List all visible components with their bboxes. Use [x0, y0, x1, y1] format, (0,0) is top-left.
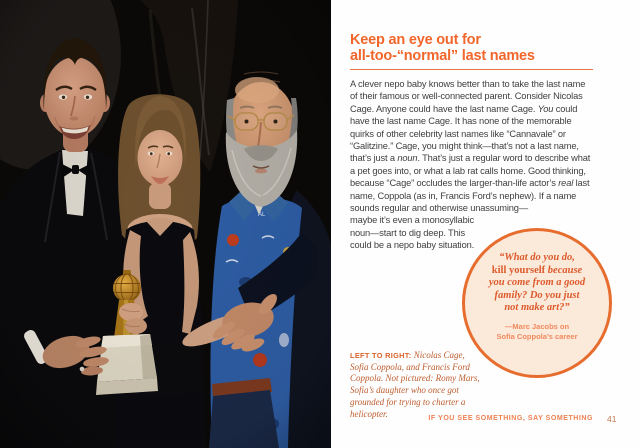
body-text: last name, Coppola (as in, Francis Ford’s nephew). If a name sounds regular and otherwise unassuming—: [350, 178, 590, 214]
pull-quote-circle: [462, 228, 612, 378]
right-page: [331, 0, 640, 448]
quote-line: not make art?”: [504, 302, 570, 314]
body-text: . That’s just a regular word to describe what a pet goes into, or what a lab rat calls home. Good thinking, because “Cage” occludes the larger-than-life actor’s: [350, 153, 591, 189]
caption-label: LEFT TO RIGHT:: [350, 351, 412, 360]
page-title-line1: Keep an eye out for: [350, 32, 481, 48]
quote-text: [465, 252, 609, 315]
quote-roman-emphasis: kill yourself: [491, 264, 546, 276]
page-number: 41: [607, 414, 617, 424]
running-footer: IF YOU SEE SOMETHING, SAY SOMETHING: [428, 415, 593, 422]
body-text: A clever nepo baby knows better than to take the last name of their famous or well-connected parent. Consider Nicolas Cage. Anyone could have the last name Cage.: [350, 79, 586, 114]
body-paragraph: [350, 78, 593, 214]
quote-line: family? Do you just: [494, 289, 580, 301]
body-text: could have the last name Cage. It has none of the memorable quirks of other celebrity last names like “Cannavale” or “Galitzine.” Cage, you might think—that’s not a last name, that’s just a: [350, 103, 579, 164]
quote-attribution-line1: —Marc Jacobs on: [504, 321, 570, 331]
photo-caption: [350, 350, 482, 420]
body-text-italic: noun: [397, 153, 418, 164]
body-text-italic: real: [558, 178, 574, 189]
quote-line-rest: because: [545, 264, 583, 276]
quote-line: “What do you do,: [499, 252, 575, 263]
quote-attribution: [465, 322, 609, 343]
quote-line: [465, 265, 609, 278]
quote-attribution-line2: Sofia Coppola’s career: [496, 332, 578, 342]
page-title: [350, 33, 593, 64]
section-rule: [350, 69, 593, 70]
page-title-line2: all-too-“normal” last names: [350, 47, 535, 64]
caption-text: Nicolas Cage, Sofia Coppola, and Francis Ford Coppola. Not pictured: Romy Mars, Sofia’s daughter who once got grounded for trying to charter a helicopter.: [350, 350, 480, 419]
quote-line: you come from a good: [488, 277, 586, 289]
body-text-italic: You: [537, 103, 554, 114]
body-paragraph-wrapped: maybe it’s even a monosyllabic noun—start to dig deep. This could be a nepo baby situation.: [350, 215, 475, 251]
